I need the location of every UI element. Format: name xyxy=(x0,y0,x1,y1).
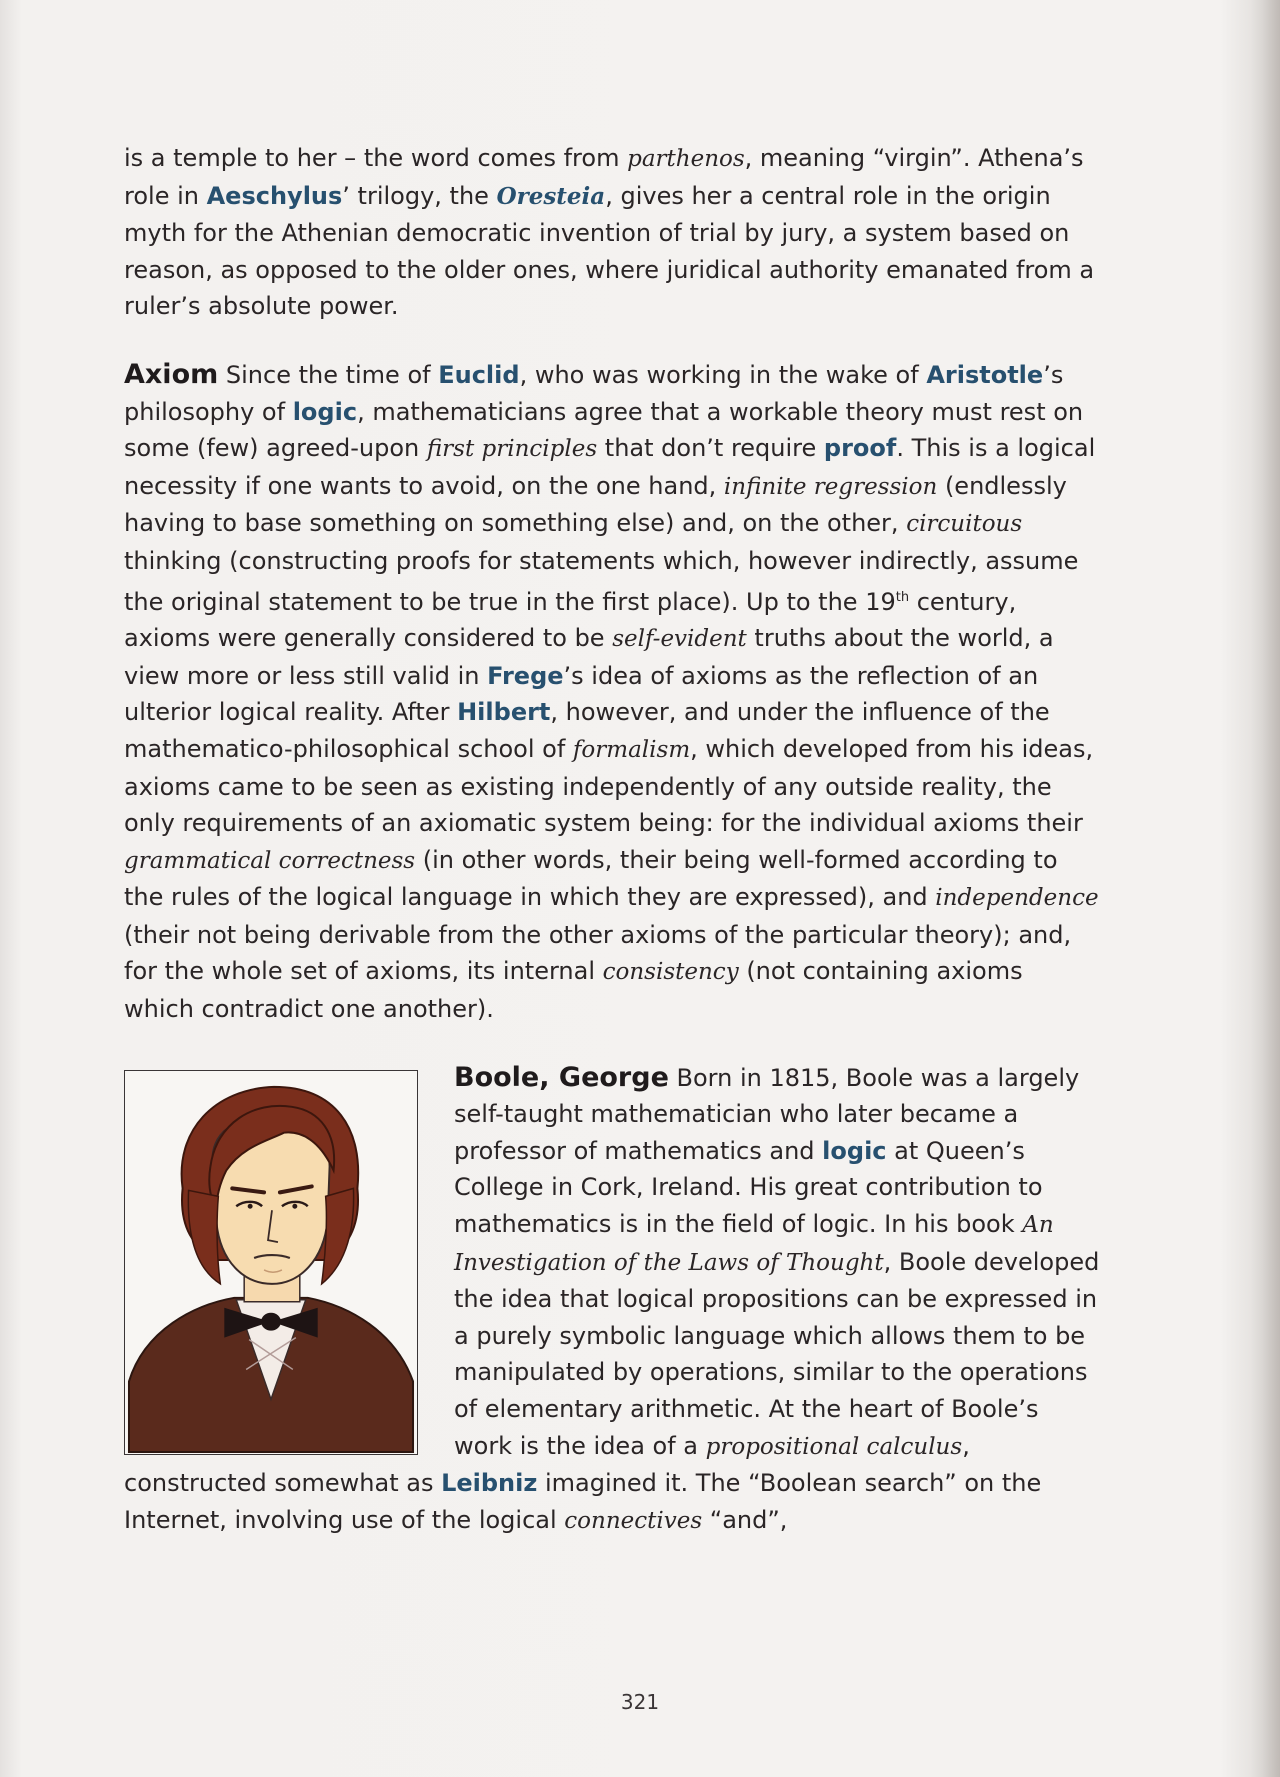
text-run: (their not being derivable from the other axioms of the particular theory); and, for the whole set of axioms, its internal xyxy=(124,920,1072,986)
text-run: ’s philosophy of xyxy=(124,360,1064,426)
cross-reference-leibniz[interactable]: Leibniz xyxy=(441,1469,538,1498)
text-run: . This is a logical necessity if one wants to avoid, on the one hand, xyxy=(124,434,1096,500)
text-run: is a temple to her – the word comes from xyxy=(124,144,628,172)
text-run: Born in 1815, Boole was a largely self-taught mathematician who later became a professor of mathematics and xyxy=(454,1063,1080,1165)
emphasis-term: formalism xyxy=(572,736,691,763)
text-run: (not containing axioms which contradict one another). xyxy=(124,957,1023,1024)
emphasis-term: infinite regression xyxy=(723,473,938,500)
page-gutter-shadow xyxy=(1250,0,1280,1777)
text-run: , however, and under the influence of the mathematico-philosophical school of xyxy=(124,698,1050,763)
text-run: , constructed somewhat as xyxy=(124,1431,970,1498)
boole-entry xyxy=(124,1060,1100,1540)
text-run: Since the time of xyxy=(218,360,439,389)
boole-portrait-illustration xyxy=(124,1070,418,1455)
cross-reference-euclid[interactable]: Euclid xyxy=(438,360,520,389)
text-run: imagined it. The “Boolean search” on the Internet, involving use of the logical xyxy=(124,1469,1042,1534)
cross-reference-logic[interactable]: logic xyxy=(822,1136,887,1165)
text-run: , gives her a central role in the origin myth for the Athenian democratic invention of trial by jury, a system based on reason, as opposed to the older ones, where juridical authority emanated from a ruler’s absolute power. xyxy=(124,181,1095,321)
text-run: , Boole developed the idea that logical propositions can be expressed in a purely symbolic language which allows them to be manipulated by operations, similar to the operations of elementary arithmetic. At the heart of Boole’s work is the idea of a xyxy=(454,1247,1100,1460)
text-run: , which developed from his ideas, axioms came to be seen as existing independently of any outside reality, the only requirements of an axiomatic system being: for the individual axioms their xyxy=(124,734,1094,838)
cross-reference-aristotle[interactable]: Aristotle xyxy=(926,360,1044,389)
dictionary-entries xyxy=(124,140,1100,1539)
text-run: ’ trilogy, the xyxy=(342,181,497,210)
text-run: , mathematicians agree that a workable theory must rest on some (few) agreed-upon xyxy=(124,397,1084,463)
entry-headword-axiom: Axiom xyxy=(124,358,219,390)
text-run: , who was working in the wake of xyxy=(519,360,927,389)
cross-reference-aeschylus[interactable]: Aeschylus xyxy=(206,181,343,210)
emphasis-term: grammatical correctness xyxy=(124,847,416,874)
text-run: thinking (constructing proofs for statements which, however indirectly, assume the original statement to be true in the first place). Up to the 19 xyxy=(124,546,1079,616)
ordinal-superscript: th xyxy=(895,589,910,605)
emphasis-term: consistency xyxy=(602,959,739,986)
cross-reference-hilbert[interactable]: Hilbert xyxy=(457,698,551,727)
text-run: that don’t require xyxy=(597,434,824,463)
athena-continuation-paragraph xyxy=(124,140,1100,325)
text-run: “and”, xyxy=(702,1505,788,1534)
page-number: 321 xyxy=(620,1690,660,1714)
book-title: An Investigation of the Laws of Thought xyxy=(454,1212,1054,1276)
cross-reference-proof[interactable]: proof xyxy=(823,434,897,463)
cross-reference-oresteia[interactable]: Oresteia xyxy=(496,182,606,210)
portrait-drawing xyxy=(125,1071,417,1454)
text-run: century, axioms were generally considered to be xyxy=(124,587,1017,653)
text-run: , meaning “virgin”. Athena’s role in xyxy=(124,144,1084,210)
cross-reference-frege[interactable]: Frege xyxy=(487,661,564,690)
emphasis-term: parthenos xyxy=(627,146,745,172)
emphasis-term: self-evident xyxy=(612,626,747,653)
text-run: at Queen’s College in Cork, Ireland. His great contribution to mathematics is in the field of logic. In his book xyxy=(454,1136,1043,1239)
cross-reference-logic[interactable]: logic xyxy=(292,397,358,426)
emphasis-term: connectives xyxy=(564,1507,703,1534)
emphasis-term: circuitous xyxy=(906,511,1023,538)
entry-headword-boole-george: Boole, George xyxy=(454,1061,669,1093)
text-run: (in other words, their being well-formed according to the rules of the logical language in which they are expressed), and xyxy=(124,845,1058,912)
emphasis-term: first principles xyxy=(426,436,598,463)
text-run: ’s idea of axioms as the reflection of an ulterior logical reality. After xyxy=(124,661,1039,727)
text-run: truths about the world, a view more or less still valid in xyxy=(124,624,1054,690)
text-run: (endlessly having to base something on something else) and, on the other, xyxy=(124,471,1067,538)
axiom-entry xyxy=(124,357,1100,1028)
emphasis-term: independence xyxy=(935,885,1099,912)
emphasis-term: propositional calculus xyxy=(705,1433,963,1460)
